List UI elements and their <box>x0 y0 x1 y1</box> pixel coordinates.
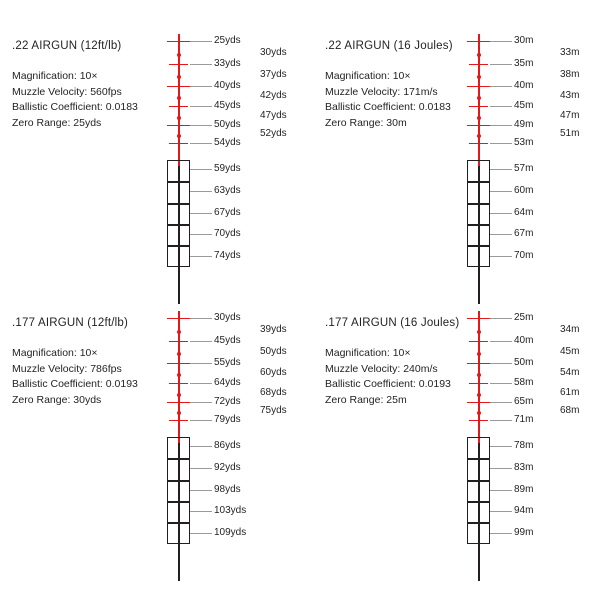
range-label: 72yds <box>214 396 241 407</box>
range-label-secondary: 52yds <box>260 128 287 139</box>
range-label-secondary: 47m <box>560 110 580 121</box>
range-label-secondary: 68m <box>560 405 580 416</box>
spec-muzzle-velocity: Muzzle Velocity: 171m/s <box>325 85 438 98</box>
reticle-dot <box>177 411 181 415</box>
reticle-box <box>167 437 190 459</box>
range-label: 57m <box>514 163 534 174</box>
range-label: 67m <box>514 228 534 239</box>
range-label: 89m <box>514 484 534 495</box>
spec-muzzle-velocity: Muzzle Velocity: 240m/s <box>325 362 438 375</box>
range-label: 50yds <box>214 119 241 130</box>
reticle-box <box>167 204 190 225</box>
reticle-tick <box>167 318 190 319</box>
reticle-dot <box>177 330 181 334</box>
spec-ballistic-coefficient: Ballistic Coefficient: 0.0183 <box>12 101 138 113</box>
reticle-dot <box>177 116 181 120</box>
leader-line <box>490 143 512 144</box>
range-label: 70m <box>514 250 534 261</box>
range-label: 54yds <box>214 137 241 148</box>
leader-line <box>490 446 512 447</box>
reticle-tick <box>467 41 490 42</box>
range-label: 70yds <box>214 228 241 239</box>
reticle-dot <box>477 330 481 334</box>
leader-line <box>490 125 512 126</box>
range-label: 109yds <box>214 527 247 538</box>
leader-line <box>190 446 212 447</box>
panel-title: .177 AIRGUN (16 Joules) <box>325 317 460 329</box>
reticle-tick <box>167 402 190 403</box>
spec-magnification: Magnification: 10× <box>325 70 411 82</box>
reticle-box <box>167 502 190 523</box>
reticle-box <box>167 523 190 544</box>
reticle-tick <box>467 86 490 87</box>
reticle-tick <box>469 64 488 65</box>
range-label-secondary: 37yds <box>260 69 287 80</box>
reticle-box <box>167 246 190 267</box>
range-label-secondary: 54m <box>560 367 580 378</box>
reticle-tick <box>169 420 188 421</box>
leader-line <box>190 64 212 65</box>
spec-ballistic-coefficient: Ballistic Coefficient: 0.0183 <box>325 101 451 113</box>
reticle-dot <box>477 96 481 100</box>
reticle-box <box>167 182 190 204</box>
spec-muzzle-velocity: Muzzle Velocity: 560fps <box>12 85 122 98</box>
leader-line <box>190 191 212 192</box>
range-label: 94m <box>514 505 534 516</box>
reticle-tick <box>467 363 490 364</box>
reticle-dot <box>177 393 181 397</box>
panel-22-airgun-joules <box>300 28 600 313</box>
reticle-diagram <box>460 311 590 581</box>
leader-line <box>490 213 512 214</box>
range-label: 92yds <box>214 462 241 473</box>
range-label-secondary: 33m <box>560 47 580 58</box>
range-label: 60m <box>514 185 534 196</box>
leader-line <box>190 402 212 403</box>
reticle-dot <box>477 53 481 57</box>
leader-line <box>190 468 212 469</box>
leader-line <box>190 41 212 42</box>
leader-line <box>490 363 512 364</box>
range-label: 25m <box>514 312 534 323</box>
reticle-box <box>467 204 490 225</box>
reticle-tick <box>169 341 188 342</box>
range-label: 45yds <box>214 100 241 111</box>
reticle-dot <box>177 352 181 356</box>
panel-info <box>325 40 475 131</box>
leader-line <box>490 468 512 469</box>
range-label: 45m <box>514 100 534 111</box>
spec-zero-range: Zero Range: 25m <box>325 393 407 406</box>
leader-line <box>490 64 512 65</box>
leader-line <box>190 511 212 512</box>
spec-magnification: Magnification: 10× <box>325 347 411 359</box>
leader-line <box>190 490 212 491</box>
reticle-box <box>467 481 490 502</box>
reticle-dot <box>477 352 481 356</box>
range-label: 83m <box>514 462 534 473</box>
reticle-dot <box>477 373 481 377</box>
range-label: 59yds <box>214 163 241 174</box>
range-label: 98yds <box>214 484 241 495</box>
reticle-box <box>467 502 490 523</box>
panel-title: .177 AIRGUN (12ft/lb) <box>12 317 129 329</box>
reticle-box <box>467 246 490 267</box>
reticle-tick <box>167 86 190 87</box>
leader-line <box>490 402 512 403</box>
reticle-box <box>167 481 190 502</box>
leader-line <box>490 234 512 235</box>
spec-ballistic-coefficient: Ballistic Coefficient: 0.0193 <box>325 378 451 390</box>
reticle-dot <box>477 134 481 138</box>
reticle-tick <box>169 383 188 384</box>
range-label: 55yds <box>214 357 241 368</box>
leader-line <box>190 420 212 421</box>
leader-line <box>490 420 512 421</box>
reticle-box <box>167 160 190 182</box>
panel-title: .22 AIRGUN (12ft/lb) <box>12 40 122 52</box>
reticle-box <box>467 182 490 204</box>
reticle-tick <box>167 41 190 42</box>
leader-line <box>490 533 512 534</box>
range-label: 49m <box>514 119 534 130</box>
leader-line <box>190 106 212 107</box>
leader-line <box>190 86 212 87</box>
reticle-tick <box>167 125 190 126</box>
leader-line <box>490 41 512 42</box>
range-label: 71m <box>514 414 534 425</box>
range-label: 30yds <box>214 312 241 323</box>
reticle-tick <box>467 402 490 403</box>
reticle-dot <box>177 134 181 138</box>
reticle-dot <box>477 411 481 415</box>
range-label-secondary: 68yds <box>260 387 287 398</box>
leader-line <box>190 383 212 384</box>
panel-177-airgun-joules <box>300 305 600 590</box>
leader-line <box>190 533 212 534</box>
leader-line <box>490 383 512 384</box>
reticle-box <box>167 225 190 246</box>
reticle-box <box>167 459 190 481</box>
leader-line <box>490 511 512 512</box>
reticle-tick <box>169 143 188 144</box>
range-label-secondary: 34m <box>560 324 580 335</box>
leader-line <box>490 256 512 257</box>
leader-line <box>190 341 212 342</box>
reticle-tick <box>169 64 188 65</box>
leader-line <box>490 490 512 491</box>
reticle-box <box>467 225 490 246</box>
range-label: 40yds <box>214 80 241 91</box>
range-label-secondary: 47yds <box>260 110 287 121</box>
range-label: 40m <box>514 335 534 346</box>
range-label: 63yds <box>214 185 241 196</box>
reticle-tick <box>469 143 488 144</box>
range-label: 25yds <box>214 35 241 46</box>
reticle-box <box>467 523 490 544</box>
range-label-secondary: 61m <box>560 387 580 398</box>
spec-muzzle-velocity: Muzzle Velocity: 786fps <box>12 362 122 375</box>
reticle-tick <box>167 363 190 364</box>
reticle-tick <box>469 420 488 421</box>
reticle-tick <box>469 383 488 384</box>
spec-zero-range: Zero Range: 25yds <box>12 116 102 129</box>
range-label-secondary: 75yds <box>260 405 287 416</box>
range-label: 35m <box>514 58 534 69</box>
spec-ballistic-coefficient: Ballistic Coefficient: 0.0193 <box>12 378 138 390</box>
reticle-dot <box>477 75 481 79</box>
reticle-dot <box>177 53 181 57</box>
reticle-dot <box>177 373 181 377</box>
range-label: 58m <box>514 377 534 388</box>
range-label-secondary: 38m <box>560 69 580 80</box>
reticle-tick <box>469 341 488 342</box>
range-label: 45yds <box>214 335 241 346</box>
leader-line <box>490 169 512 170</box>
leader-line <box>490 86 512 87</box>
reticle-tick <box>467 125 490 126</box>
reticle-diagram <box>160 34 290 304</box>
reticle-tick <box>469 106 488 107</box>
leader-line <box>190 125 212 126</box>
reticle-dot <box>177 96 181 100</box>
range-label-secondary: 60yds <box>260 367 287 378</box>
panel-info <box>12 317 162 408</box>
reticle-tick <box>169 106 188 107</box>
range-label-secondary: 30yds <box>260 47 287 58</box>
leader-line <box>490 318 512 319</box>
panel-info <box>325 317 475 408</box>
panel-177-airgun-ftlb <box>0 305 300 590</box>
range-label-secondary: 42yds <box>260 90 287 101</box>
leader-line <box>190 318 212 319</box>
panel-info <box>12 40 162 131</box>
range-label: 40m <box>514 80 534 91</box>
reticle-dot <box>477 393 481 397</box>
spec-zero-range: Zero Range: 30yds <box>12 393 102 406</box>
range-label-secondary: 51m <box>560 128 580 139</box>
leader-line <box>190 256 212 257</box>
range-label: 53m <box>514 137 534 148</box>
range-label: 86yds <box>214 440 241 451</box>
range-label: 74yds <box>214 250 241 261</box>
range-label: 65m <box>514 396 534 407</box>
range-label: 99m <box>514 527 534 538</box>
reticle-diagram <box>160 311 290 581</box>
range-label: 79yds <box>214 414 241 425</box>
range-label: 64yds <box>214 377 241 388</box>
leader-line <box>190 234 212 235</box>
reticle-box <box>467 437 490 459</box>
panel-title: .22 AIRGUN (16 Joules) <box>325 40 453 52</box>
range-label-secondary: 50yds <box>260 346 287 357</box>
leader-line <box>190 213 212 214</box>
leader-line <box>190 143 212 144</box>
reticle-dot <box>177 75 181 79</box>
range-label: 78m <box>514 440 534 451</box>
range-label: 33yds <box>214 58 241 69</box>
range-label-secondary: 39yds <box>260 324 287 335</box>
range-label: 50m <box>514 357 534 368</box>
leader-line <box>190 363 212 364</box>
spec-magnification: Magnification: 10× <box>12 347 98 359</box>
reticle-box <box>467 459 490 481</box>
range-label-secondary: 43m <box>560 90 580 101</box>
leader-line <box>490 191 512 192</box>
spec-magnification: Magnification: 10× <box>12 70 98 82</box>
range-label: 64m <box>514 207 534 218</box>
range-label-secondary: 45m <box>560 346 580 357</box>
reticle-tick <box>467 318 490 319</box>
reticle-box <box>467 160 490 182</box>
range-label: 67yds <box>214 207 241 218</box>
spec-zero-range: Zero Range: 30m <box>325 116 407 129</box>
reticle-dot <box>477 116 481 120</box>
panel-22-airgun-ftlb <box>0 28 300 313</box>
range-label: 103yds <box>214 505 247 516</box>
leader-line <box>190 169 212 170</box>
leader-line <box>490 341 512 342</box>
range-label: 30m <box>514 35 534 46</box>
reticle-diagram <box>460 34 590 304</box>
leader-line <box>490 106 512 107</box>
